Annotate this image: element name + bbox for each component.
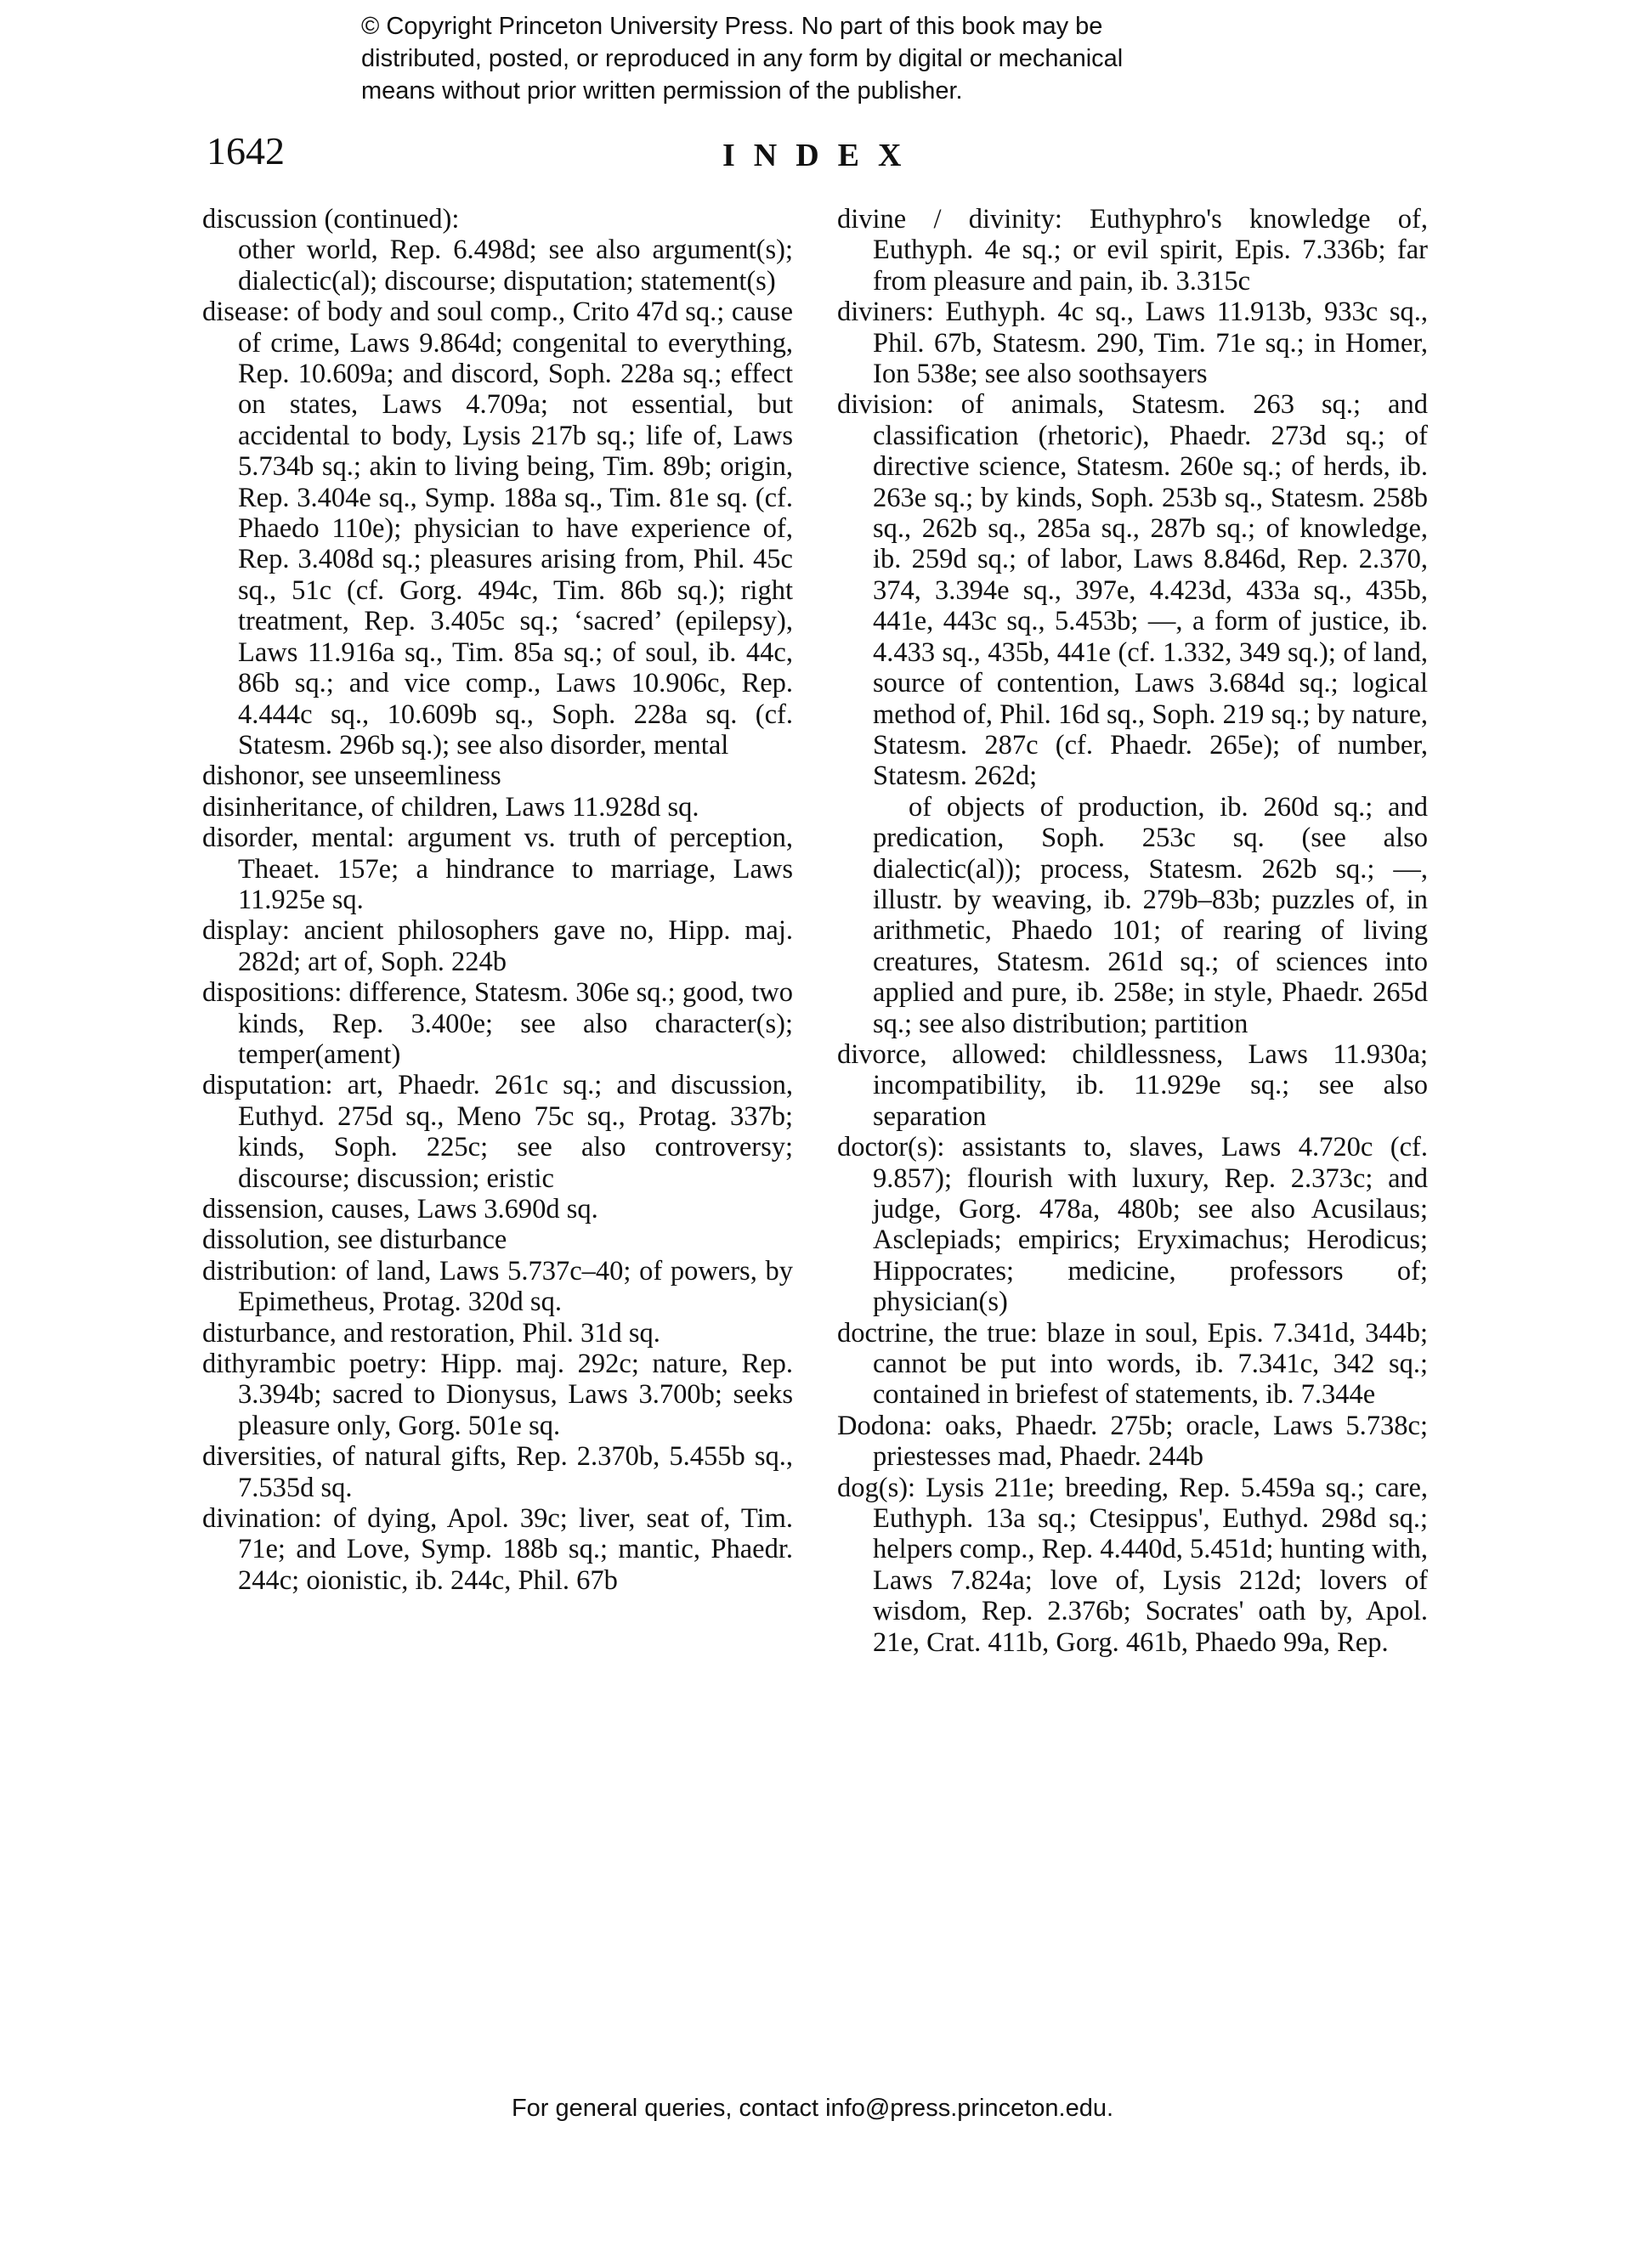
copyright-line: © Copyright Princeton University Press. No part of this book may be	[361, 13, 1103, 40]
index-entry: other world, Rep. 6.498d; see also argument(s); dialectic(al); discourse; disputation; statement(s)	[238, 235, 793, 297]
index-entry: dissension, causes, Laws 3.690d sq.	[202, 1194, 598, 1224]
footer-contact: For general queries, contact info@press.princeton.edu.	[511, 2095, 1114, 2122]
index-entry: disease: of body and soul comp., Crito 47d sq.; cause of crime, Laws 9.864d; congenital to everything, Rep. 10.609a; and discord, Soph. 228a sq.; effect on states, Laws 4.709a; not essential, but accidental to body, Lysis 217b sq.; life of, Laws 5.734b sq.; akin to living being, Tim. 89b; origin, Rep. 3.404e sq., Symp. 188a sq., Tim. 81e sq. (cf. Phaedo 110e); physician to have experience of, Rep. 3.408d sq.; pleasures arising from, Phil. 45c sq., 51c (cf. Gorg. 494c, Tim. 86b sq.); right treatment, Rep. 3.405c sq.; ‘sacred’ (epilepsy), Laws 11.916a sq., Tim. 85a sq.; of soul, ib. 44c, 86b sq.; and vice comp., Laws 10.906c, Rep. 4.444c sq., 10.609b sq., Soph. 228a sq. (cf. Statesm. 296b sq.); see also disorder, mental	[202, 297, 793, 761]
index-entry: divorce, allowed: childlessness, Laws 11.930a; incompatibility, ib. 11.929e sq.; see also separation	[837, 1038, 1428, 1132]
index-entry: dog(s): Lysis 211e; breeding, Rep. 5.459a sq.; care, Euthyph. 13a sq.; Ctesippus', Euthyd. 298d sq.; helpers comp., Rep. 4.440d, 5.451d; hunting with, Laws 7.824a; love of, Lysis 212d; lovers of wisdom, Rep. 2.376b; Socrates' oath by, Apol. 21e, Crat. 411b, Gorg. 461b, Phaedo 99a, Rep.	[837, 1472, 1428, 1658]
index-entry: dissolution, see disturbance	[202, 1224, 507, 1256]
copyright-line: distributed, posted, or reproduced in any form by digital or mechanical	[361, 45, 1124, 72]
index-entry: display: ancient philosophers gave no, Hipp. maj. 282d; art of, Soph. 224b	[202, 915, 793, 977]
index-entry: Dodona: oaks, Phaedr. 275b; oracle, Laws 5.738c; priestesses mad, Phaedr. 244b	[837, 1410, 1428, 1473]
page-number: 1642	[207, 129, 285, 173]
index-entry: of objects of production, ib. 260d sq.; and predication, Soph. 253c sq. (see also dialectic(al)); process, Statesm. 262b sq.; —, illustr. by weaving, ib. 279b–83b; puzzles of, in arithmetic, Phaedo 101; of rearing of living creatures, Statesm. 261d sq.; of sciences into applied and pure, ib. 258e; in style, Phaedr. 265d sq.; see also distribution; partition	[873, 791, 1428, 1039]
index-entry: discussion (continued):	[202, 204, 460, 235]
running-head: INDEX	[722, 138, 920, 173]
index-entry: diviners: Euthyph. 4c sq., Laws 11.913b, 933c sq., Phil. 67b, Statesm. 290, Tim. 71e sq.; in Homer, Ion 538e; see also soothsayers	[837, 297, 1428, 390]
index-column-right	[837, 204, 1428, 1658]
copyright-notice	[361, 10, 1211, 107]
index-entry: doctrine, the true: blaze in soul, Epis. 7.341d, 344b; cannot be put into words, ib. 7.341c, 342 sq.; contained in briefest of statements, ib. 7.344e	[837, 1317, 1428, 1411]
index-entry: diversities, of natural gifts, Rep. 2.370b, 5.455b sq., 7.535d sq.	[202, 1441, 793, 1503]
index-entry: distribution: of land, Laws 5.737c–40; of powers, by Epimetheus, Protag. 320d sq.	[202, 1255, 793, 1318]
index-entry: disturbance, and restoration, Phil. 31d sq.	[202, 1317, 660, 1349]
index-entry: divine / divinity: Euthyphro's knowledge of, Euthyph. 4e sq.; or evil spirit, Epis. 7.336b; far from pleasure and pain, ib. 3.315c	[837, 204, 1428, 297]
index-entry: disorder, mental: argument vs. truth of perception, Theaet. 157e; a hindrance to marriage, Laws 11.925e sq.	[202, 823, 793, 915]
copyright-line: means without prior written permission of the publisher.	[361, 77, 963, 105]
index-entry: disinheritance, of children, Laws 11.928d sq.	[202, 791, 699, 823]
index-entry: disputation: art, Phaedr. 261c sq.; and discussion, Euthyd. 275d sq., Meno 75c sq., Protag. 337b; kinds, Soph. 225c; see also controversy; discourse; discussion; eristic	[202, 1070, 793, 1194]
index-entry: division: of animals, Statesm. 263 sq.; and classification (rhetoric), Phaedr. 273d sq.; of directive science, Statesm. 260e sq.; of herds, ib. 263e sq.; by kinds, Soph. 253b sq., Statesm. 258b sq., 262b sq., 285a sq., 287b sq.; of knowledge, ib. 259d sq.; of labor, Laws 8.846d, Rep. 2.370, 374, 3.394e sq., 397e, 4.423d, 433a sq., 435b, 441e, 443c sq., 5.453b; —, a form of justice, ib. 4.433 sq., 435b, 441e (cf. 1.332, 349 sq.); of land, source of contention, Laws 3.684d sq.; logical method of, Phil. 16d sq., Soph. 219 sq.; by nature, Statesm. 287c (cf. Phaedr. 265e); of number, Statesm. 262d;	[837, 389, 1428, 792]
index-column-left	[202, 204, 793, 1596]
index-entry: dispositions: difference, Statesm. 306e sq.; good, two kinds, Rep. 3.400e; see also character(s); temper(ament)	[202, 977, 793, 1070]
index-entry: divination: of dying, Apol. 39c; liver, seat of, Tim. 71e; and Love, Symp. 188b sq.; mantic, Phaedr. 244c; oionistic, ib. 244c, Phil. 67b	[202, 1503, 793, 1596]
index-entry: doctor(s): assistants to, slaves, Laws 4.720c (cf. 9.857); flourish with luxury, Rep. 2.373c; and judge, Gorg. 478a, 480b; see also Acusilaus; Asclepiads; empirics; Eryximachus; Herodicus; Hippocrates; medicine, professors of; physician(s)	[837, 1132, 1428, 1318]
index-entry: dishonor, see unseemliness	[202, 761, 501, 792]
index-entry: dithyrambic poetry: Hipp. maj. 292c; nature, Rep. 3.394b; sacred to Dionysus, Laws 3.700b; seeks pleasure only, Gorg. 501e sq.	[202, 1349, 793, 1441]
